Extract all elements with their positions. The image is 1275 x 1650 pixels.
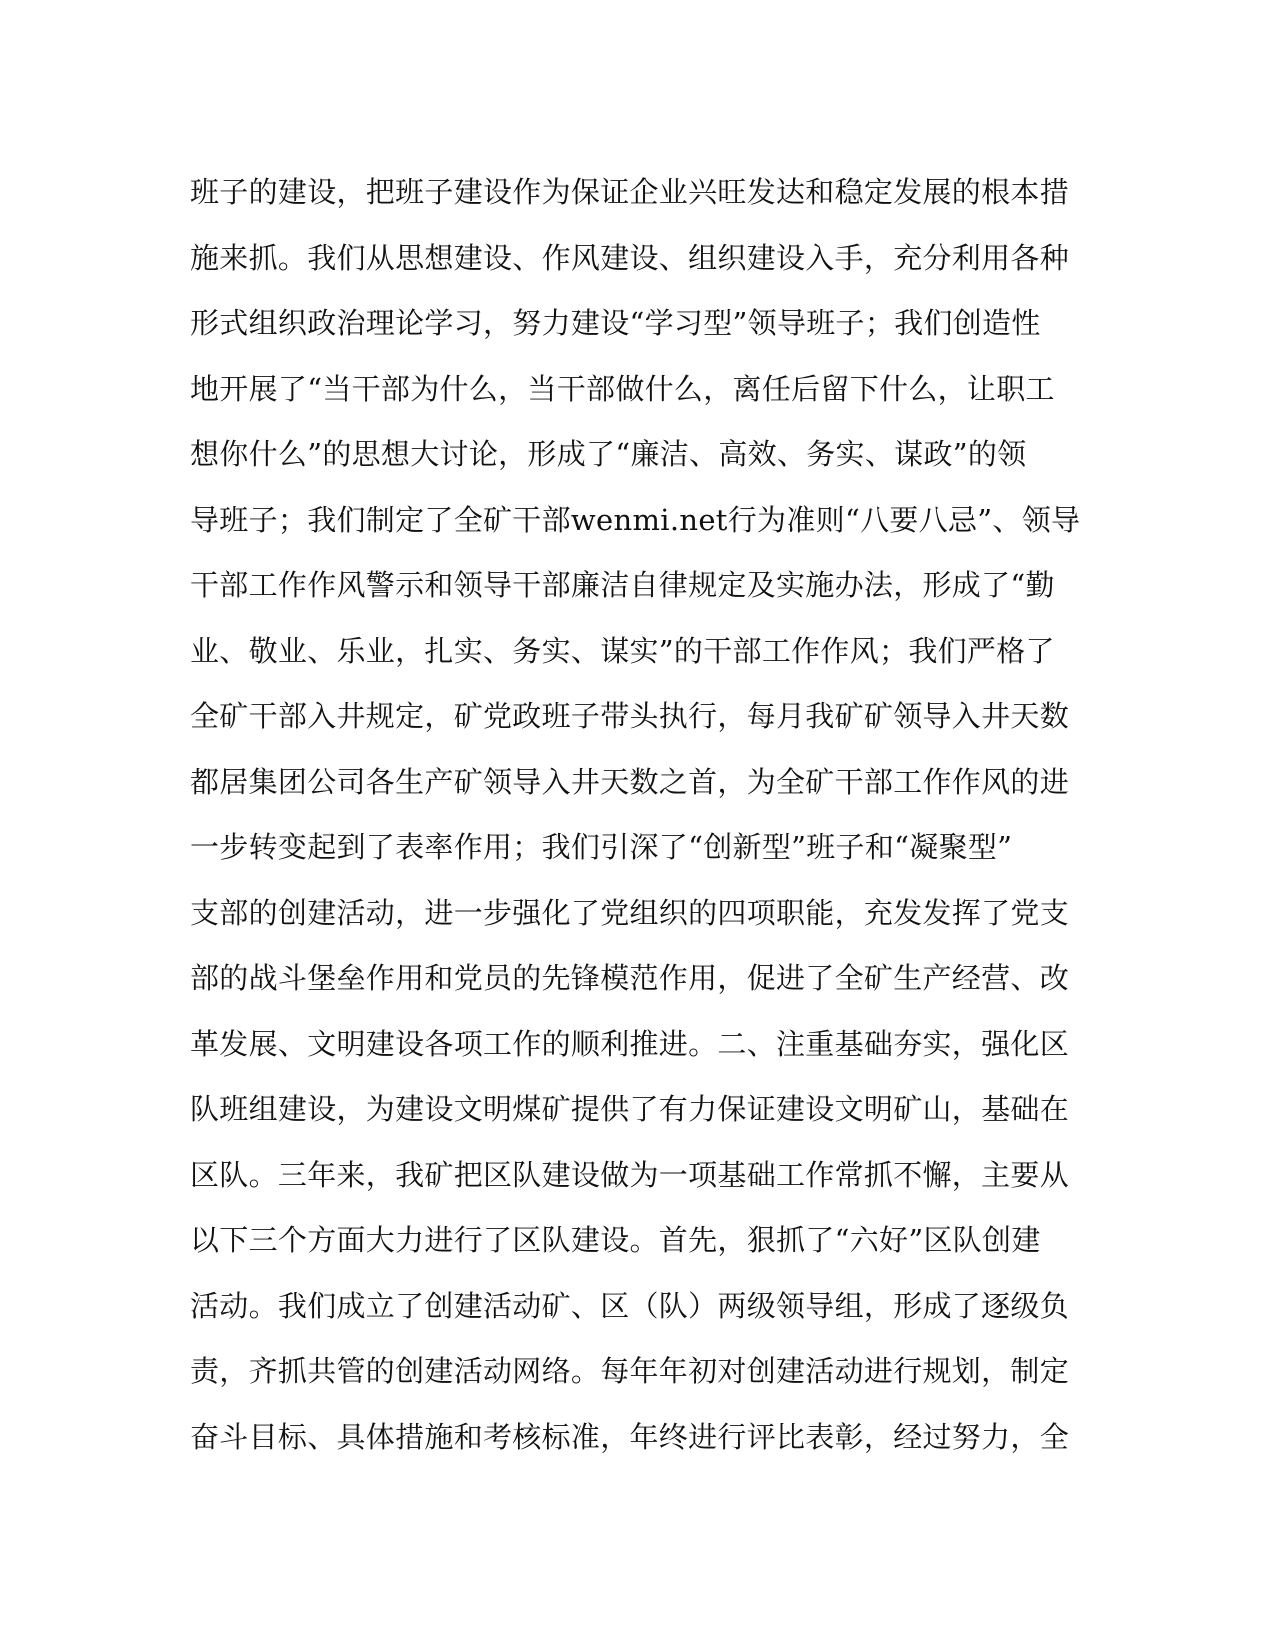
text-line: 地开展了“当干部为什么，当干部做什么，离任后留下什么，让职工 (190, 371, 1055, 406)
text-line: 导班子；我们制定了全矿干部wenmi.net行为准则“八要八忌”、领导 (190, 502, 1081, 537)
text-line: 形式组织政治理论学习，努力建设“学习型”领导班子；我们创造性 (190, 306, 1041, 340)
text-line: 活动。我们成立了创建活动矿、区（队）两级领导组，形成了逐级负 (190, 1288, 1070, 1323)
text-line: 部的战斗堡垒作用和党员的先锋模范作用，促进了全矿生产经营、改 (190, 961, 1070, 995)
text-line: 支部的创建活动，进一步强化了党组织的四项职能，充发发挥了党支 (190, 895, 1070, 930)
body-text (190, 160, 1090, 1470)
text-line: 奋斗目标、具体措施和考核标准，年终进行评比表彰，经过努力，全 (190, 1419, 1070, 1454)
text-line: 一步转变起到了表率作用；我们引深了“创新型”班子和“凝聚型” (190, 830, 1013, 864)
text-line: 干部工作作风警示和领导干部廉洁自律规定及实施办法，形成了“勤 (190, 568, 1055, 602)
text-line: 全矿干部入井规定，矿党政班子带头执行，每月我矿矿领导入井天数 (190, 699, 1070, 733)
text-line: 施来抓。我们从思想建设、作风建设、组织建设入手，充分利用各种 (190, 240, 1070, 275)
text-line: 想你什么”的思想大讨论，形成了“廉洁、高效、务实、谋政”的领 (190, 437, 1027, 471)
text-line: 区队。三年来，我矿把区队建设做为一项基础工作常抓不懈，主要从 (190, 1157, 1070, 1192)
text-line: 班子的建设，把班子建设作为保证企业兴旺发达和稳定发展的根本措 (190, 175, 1070, 209)
text-line: 业、敬业、乐业，扎实、务实、谋实”的干部工作作风；我们严格了 (190, 633, 1055, 668)
text-line: 责，齐抓共管的创建活动网络。每年年初对创建活动进行规划，制定 (190, 1354, 1070, 1388)
text-line: 革发展、文明建设各项工作的顺利推进。二、注重基础夯实，强化区 (190, 1026, 1070, 1061)
text-line: 以下三个方面大力进行了区队建设。首先，狠抓了“六好”区队创建 (190, 1223, 1041, 1257)
text-line: 都居集团公司各生产矿领导入井天数之首，为全矿干部工作作风的进 (190, 764, 1070, 799)
text-line: 队班组建设，为建设文明煤矿提供了有力保证建设文明矿山，基础在 (190, 1092, 1070, 1126)
